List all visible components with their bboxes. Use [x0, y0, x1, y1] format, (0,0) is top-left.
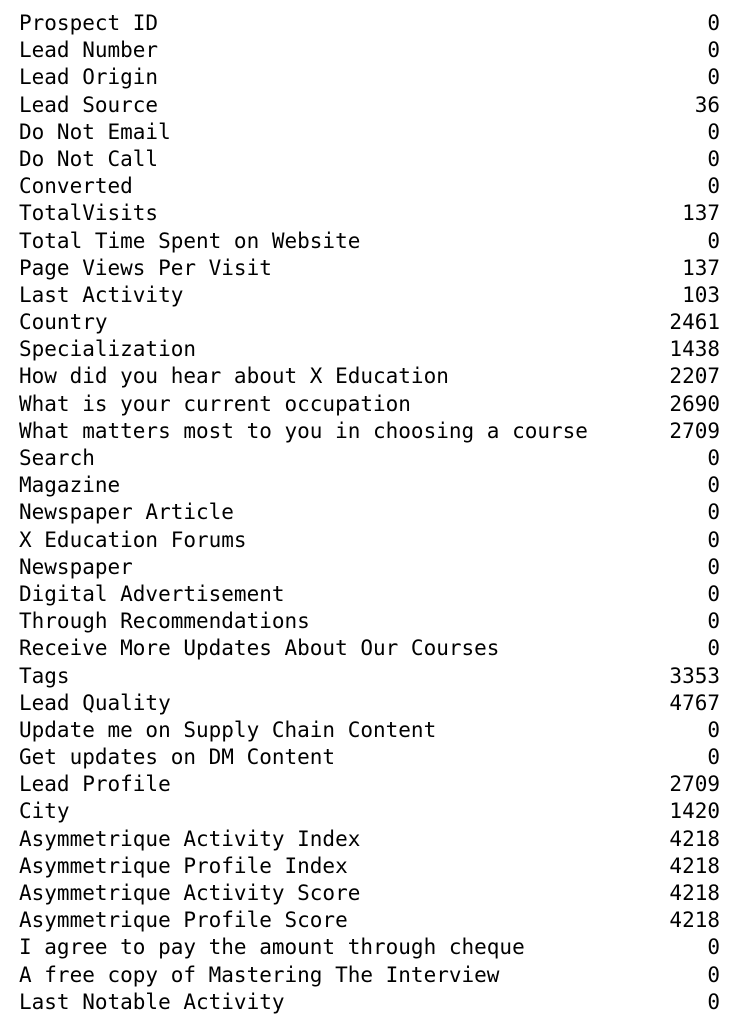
null-count-value: 0 [707, 228, 720, 253]
output-row [19, 10, 720, 37]
column-name: Newspaper [19, 554, 133, 579]
column-name: Magazine [19, 473, 121, 498]
column-name: Lead Origin [19, 65, 159, 90]
column-name: Prospect ID [19, 11, 159, 35]
output-row [19, 499, 720, 526]
null-count-value: 0 [707, 119, 720, 144]
null-count-value: 0 [707, 473, 720, 498]
column-name: Get updates on DM Content [19, 745, 336, 770]
null-count-value: 0 [707, 11, 720, 35]
column-name: Last Notable Activity [19, 989, 285, 1014]
null-count-value: 0 [707, 500, 720, 525]
output-row [19, 418, 720, 445]
output-row [19, 798, 720, 825]
output-row [19, 228, 720, 255]
column-name: Country [19, 310, 108, 335]
output-row [19, 907, 720, 934]
null-count-value: 4218 [669, 881, 720, 905]
null-count-value: 2690 [669, 391, 720, 416]
column-name: Lead Number [19, 38, 159, 63]
column-name: Asymmetrique Profile Score [19, 908, 348, 933]
column-name: TotalVisits [19, 201, 159, 226]
output-row [19, 336, 720, 363]
output-row [19, 309, 720, 336]
null-count-value: 103 [682, 282, 720, 307]
output-row [19, 880, 720, 907]
output-row [19, 989, 720, 1016]
output-row [19, 445, 720, 472]
null-count-value: 0 [707, 962, 720, 987]
null-count-value: 2207 [669, 364, 720, 389]
null-count-value: 2709 [669, 418, 720, 443]
output-row [19, 391, 720, 418]
output-row [19, 37, 720, 64]
column-name: Do Not Call [19, 146, 159, 171]
column-name: What is your current occupation [19, 391, 411, 416]
null-count-value: 1420 [669, 799, 720, 824]
output-row [19, 472, 720, 499]
null-count-value: 0 [707, 636, 720, 661]
output-row [19, 554, 720, 581]
output-row [19, 282, 720, 309]
null-count-value: 0 [707, 609, 720, 634]
output-row [19, 826, 720, 853]
null-count-value: 0 [707, 446, 720, 470]
output-row [19, 173, 720, 200]
column-name: Lead Quality [19, 690, 171, 715]
column-name: Do Not Email [19, 119, 171, 144]
null-count-value: 2461 [669, 310, 720, 335]
null-count-value: 4767 [669, 690, 720, 715]
column-name: Tags [19, 663, 70, 688]
column-name: I agree to pay the amount through cheque [19, 935, 525, 960]
null-count-value: 4218 [669, 853, 720, 878]
null-count-value: 36 [694, 92, 720, 117]
null-count-value: 137 [682, 201, 720, 226]
null-count-value: 3353 [669, 663, 720, 688]
column-name: A free copy of Mastering The Interview [19, 962, 500, 987]
null-count-value: 4218 [669, 908, 720, 933]
output-row [19, 64, 720, 91]
column-name: Digital Advertisement [19, 581, 285, 606]
column-name: Page Views Per Visit [19, 255, 272, 280]
output-row [19, 255, 720, 282]
null-count-value: 2709 [669, 772, 720, 797]
output-row [19, 853, 720, 880]
output-row [19, 690, 720, 717]
column-name: What matters most to you in choosing a course [19, 418, 588, 443]
null-count-value: 0 [707, 717, 720, 742]
output-row [19, 744, 720, 771]
output-row [19, 962, 720, 989]
column-name: Newspaper Article [19, 500, 234, 525]
output-row [19, 663, 720, 690]
null-count-value: 0 [707, 935, 720, 960]
column-name: Through Recommendations [19, 609, 310, 634]
column-name: How did you hear about X Education [19, 364, 449, 389]
null-count-value: 137 [682, 255, 720, 280]
column-name: Update me on Supply Chain Content [19, 717, 437, 742]
column-name: Lead Source [19, 92, 159, 117]
output-row [19, 363, 720, 390]
column-name: Specialization [19, 337, 197, 362]
output-row [19, 934, 720, 961]
null-count-value: 0 [707, 38, 720, 63]
output-row [19, 608, 720, 635]
output-row [19, 581, 720, 608]
null-count-value: 0 [707, 581, 720, 606]
column-name: Asymmetrique Activity Score [19, 881, 361, 905]
null-count-value: 0 [707, 527, 720, 552]
null-count-value: 0 [707, 65, 720, 90]
column-name: Asymmetrique Profile Index [19, 853, 348, 878]
output-row [19, 200, 720, 227]
column-name: Asymmetrique Activity Index [19, 826, 361, 851]
column-name: Converted [19, 174, 133, 199]
output-row [19, 717, 720, 744]
column-name: City [19, 799, 70, 824]
null-count-value: 0 [707, 554, 720, 579]
output-row [19, 146, 720, 173]
output-row [19, 771, 720, 798]
null-count-value: 0 [707, 146, 720, 171]
null-count-value: 4218 [669, 826, 720, 851]
output-row [19, 635, 720, 662]
column-name: Total Time Spent on Website [19, 228, 361, 253]
column-name: Lead Profile [19, 772, 171, 797]
null-count-value: 0 [707, 989, 720, 1014]
column-name: Last Activity [19, 282, 184, 307]
output-row [19, 92, 720, 119]
null-count-value: 0 [707, 745, 720, 770]
column-name: Search [19, 446, 95, 470]
null-count-value: 0 [707, 174, 720, 199]
column-name: X Education Forums [19, 527, 247, 552]
output-row [19, 527, 720, 554]
output-row [19, 119, 720, 146]
column-name: Receive More Updates About Our Courses [19, 636, 500, 661]
null-count-value: 1438 [669, 337, 720, 362]
